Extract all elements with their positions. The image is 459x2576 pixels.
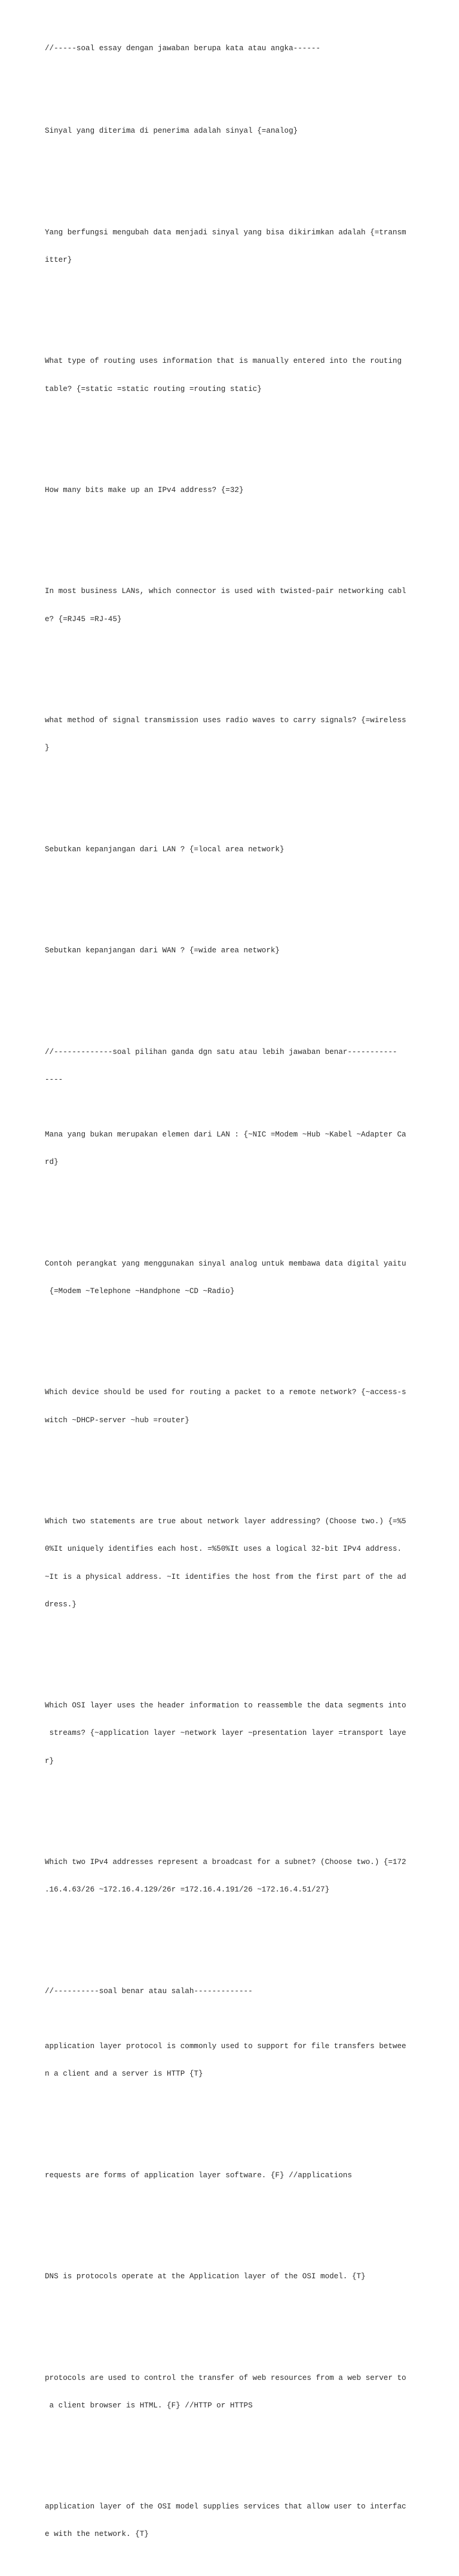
question-line: itter} xyxy=(45,255,72,264)
question-item xyxy=(45,698,406,771)
section-header-multiple-choice: //-------------soal pilihan ganda dgn satu atau lebih jawaban benar----------- xyxy=(45,1047,397,1056)
question-item xyxy=(45,2484,406,2557)
question-line: Mana yang bukan merupakan elemen dari LAN : {~NIC =Modem ~Hub ~Kabel ~Adapter Ca xyxy=(45,1130,406,1139)
question-item xyxy=(45,928,403,974)
question-item xyxy=(45,569,406,643)
question-item xyxy=(45,2254,403,2300)
question-item xyxy=(45,210,406,283)
question-line: Sebutkan kepanjangan dari WAN ? {=wide area network} xyxy=(45,946,280,955)
question-line: rd} xyxy=(45,1158,59,1167)
question-line: In most business LANs, which connector is used with twisted-pair networking cabl xyxy=(45,587,406,596)
question-item xyxy=(45,1112,406,1185)
section-header-true-false: //----------soal benar atau salah------------- xyxy=(45,1987,253,1996)
question-line: Which two IPv4 addresses represent a broadcast for a subnet? (Choose two.) {=172 xyxy=(45,1858,406,1866)
question-item xyxy=(45,1683,406,1784)
question-line: dress.} xyxy=(45,1600,76,1609)
question-line: ~It is a physical address. ~It identifies the host from the first part of the ad xyxy=(45,1572,406,1581)
question-item xyxy=(45,2355,406,2429)
question-line: DNS is protocols operate at the Application layer of the OSI model. {T} xyxy=(45,2272,366,2281)
question-line: requests are forms of application layer software. {F} //applications xyxy=(45,2171,352,2180)
document-body xyxy=(45,7,406,2576)
question-item xyxy=(45,1839,406,1913)
section-header-multiple-choice-cont: ---- xyxy=(45,1075,63,1084)
question-line: Which two statements are true about network layer addressing? (Choose two.) {=%5 xyxy=(45,1517,406,1526)
section-header-essay: //-----soal essay dengan jawaban berupa kata atau angka------ xyxy=(45,44,321,53)
question-line: {=Modem ~Telephone ~Handphone ~CD ~Radio} xyxy=(45,1287,235,1296)
question-line: Which device should be used for routing a packet to a remote network? {~access-s xyxy=(45,1388,406,1397)
question-item xyxy=(45,1499,406,1628)
question-line: protocols are used to control the transfer of web resources from a web server to xyxy=(45,2373,406,2382)
question-item xyxy=(45,2153,403,2199)
question-line: Contoh perangkat yang menggunakan sinyal analog untuk membawa data digital yaitu xyxy=(45,1259,406,1268)
question-line: streams? {~application layer ~network layer ~presentation layer =transport laye xyxy=(45,1729,406,1738)
question-item xyxy=(45,1241,406,1315)
question-line: What type of routing uses information that is manually entered into the routing xyxy=(45,357,402,366)
question-item xyxy=(45,339,403,412)
question-item xyxy=(45,108,403,154)
question-line: 0%It uniquely identifies each host. =%50%It uses a logical 32-bit IPv4 address. xyxy=(45,1545,402,1554)
question-line: } xyxy=(45,744,50,753)
question-line: Which OSI layer uses the header information to reassemble the data segments into xyxy=(45,1701,406,1710)
question-line: e with the network. {T} xyxy=(45,2530,149,2539)
question-line: Yang berfungsi mengubah data menjadi sinyal yang bisa dikirimkan adalah {=transm xyxy=(45,228,406,237)
question-item xyxy=(45,467,403,514)
question-item xyxy=(45,1370,406,1444)
question-line: application layer protocol is commonly used to support for file transfers betwee xyxy=(45,2042,406,2051)
question-line: a client browser is HTML. {F} //HTTP or HTTPS xyxy=(45,2401,253,2410)
question-line: r} xyxy=(45,1756,54,1765)
question-line: table? {=static =static routing =routing static} xyxy=(45,384,262,393)
question-line: e? {=RJ45 =RJ-45} xyxy=(45,615,122,624)
question-line: Sinyal yang diterima di penerima adalah sinyal {=analog} xyxy=(45,127,298,136)
question-line: Sebutkan kepanjangan dari LAN ? {=local area network} xyxy=(45,845,284,854)
question-line: .16.4.63/26 ~172.16.4.129/26r =172.16.4.191/26 ~172.16.4.51/27} xyxy=(45,1886,330,1894)
question-item xyxy=(45,2024,406,2097)
question-item xyxy=(45,827,403,873)
question-line: application layer of the OSI model supplies services that allow user to interfac xyxy=(45,2502,406,2511)
question-line: witch ~DHCP-server ~hub =router} xyxy=(45,1416,189,1425)
question-line: what method of signal transmission uses radio waves to carry signals? {=wireless xyxy=(45,716,406,725)
question-line: How many bits make up an IPv4 address? {=32} xyxy=(45,485,244,494)
question-line: n a client and a server is HTTP {T} xyxy=(45,2070,203,2079)
